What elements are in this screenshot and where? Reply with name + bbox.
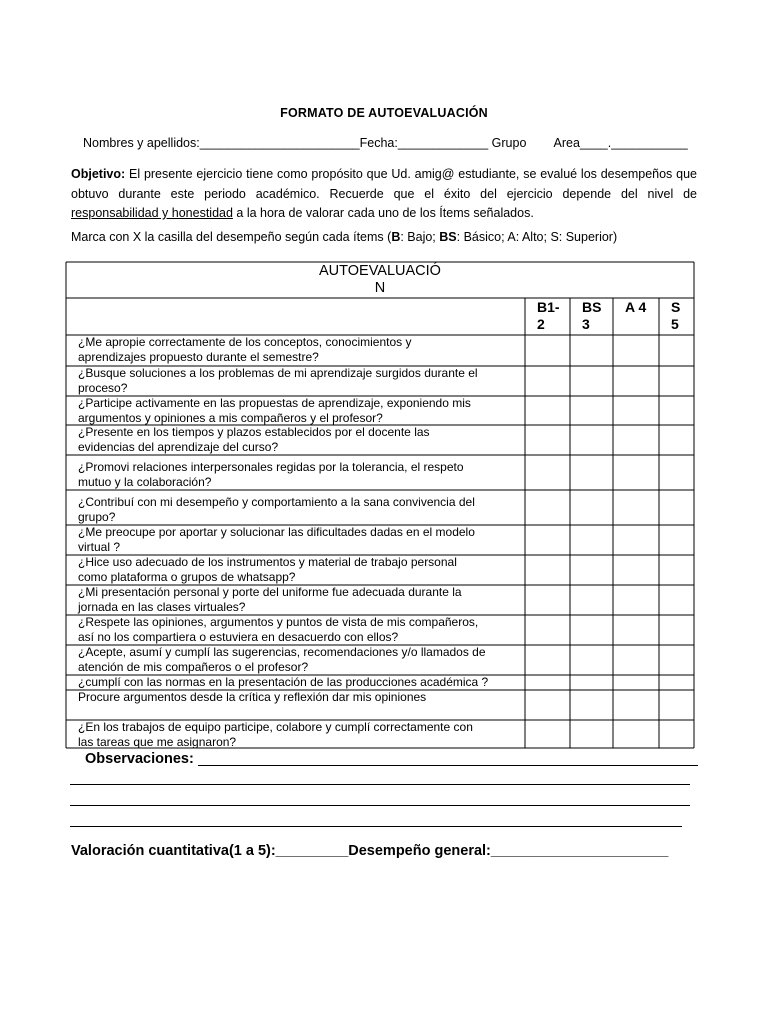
mark-cell[interactable]	[571, 426, 612, 454]
question-line1: ¿En los trabajos de equipo participe, colabore y cumplí correctamente con	[78, 720, 473, 734]
mark-cell[interactable]	[660, 646, 693, 674]
mark-cell[interactable]	[614, 426, 658, 454]
mark-cell[interactable]	[614, 456, 658, 489]
table-title-line2: N	[374, 280, 386, 296]
mark-cell[interactable]	[526, 526, 569, 554]
column-header-line1: B1-	[537, 299, 560, 315]
mark-cell[interactable]	[614, 397, 658, 424]
column-header	[671, 299, 680, 333]
mark-cell[interactable]	[614, 367, 658, 395]
mark-cell[interactable]	[571, 336, 612, 365]
column-header-line1: BS	[582, 299, 602, 315]
question-line2: así no los compartiera o estuviera en desacuerdo con ellos?	[78, 629, 399, 644]
question-line1: ¿cumplí con las normas en la presentación de las producciones académica ?	[78, 675, 489, 689]
table-row-question	[78, 720, 523, 749]
question-line2: las tareas que me asignaron?	[78, 734, 237, 749]
mark-cell[interactable]	[614, 646, 658, 674]
mark-cell[interactable]	[571, 586, 612, 614]
question-line1: ¿Promovi relaciones interpersonales regidas por la tolerancia, el respeto	[78, 460, 464, 474]
question-line2: atención de mis compañeros o el profesor?	[78, 659, 309, 674]
question-line2: mutuo y la colaboración?	[78, 474, 212, 489]
question-line1: ¿Acepte, asumí y cumplí las sugerencias, recomendaciones y/o llamados de	[78, 645, 486, 659]
mark-cell[interactable]	[660, 691, 693, 719]
mark-cell[interactable]	[660, 426, 693, 454]
table-row-question	[78, 585, 523, 614]
observaciones-line-1[interactable]	[198, 765, 698, 766]
question-line1: Procure argumentos desde la crítica y reflexión dar mis opiniones	[78, 690, 427, 704]
mark-cell[interactable]	[526, 721, 569, 747]
question-line2: aprendizajes propuesto durante el semestre?	[78, 349, 319, 364]
observaciones-line-3[interactable]	[70, 805, 690, 806]
mark-cell[interactable]	[571, 456, 612, 489]
mark-cell[interactable]	[571, 721, 612, 747]
student-info-fields[interactable]: Nombres y apellidos:_______________________Fecha:_____________ Grupo Area____.___________	[83, 136, 688, 150]
instructions-post: : Básico; A: Alto; S: Superior)	[456, 230, 618, 244]
mark-cell[interactable]	[614, 556, 658, 584]
mark-cell[interactable]	[660, 491, 693, 524]
table-row-question	[78, 425, 523, 454]
mark-cell[interactable]	[571, 646, 612, 674]
mark-cell[interactable]	[571, 691, 612, 719]
mark-cell[interactable]	[660, 586, 693, 614]
question-line1: ¿Busque soluciones a los problemas de mi aprendizaje surgidos durante el	[78, 366, 478, 380]
question-line1: ¿Me apropie correctamente de los conceptos, conocimientos y	[78, 335, 412, 349]
question-line1: ¿Mi presentación personal y porte del uniforme fue adecuada durante la	[78, 585, 462, 599]
column-header-line2: 3	[582, 316, 590, 332]
mark-cell[interactable]	[571, 397, 612, 424]
table-row-question	[78, 645, 523, 674]
column-header-line1: S	[671, 299, 681, 315]
mark-cell[interactable]	[660, 526, 693, 554]
instructions-bs-code: BS	[439, 230, 457, 244]
instructions-b-code: B	[391, 230, 401, 244]
table-row-question	[78, 690, 523, 705]
mark-cell[interactable]	[660, 367, 693, 395]
mark-cell[interactable]	[660, 336, 693, 365]
instructions-pre: Marca con X la casilla del desempeño según cada ítems (	[71, 230, 392, 244]
mark-cell[interactable]	[614, 336, 658, 365]
question-line1: ¿Hice uso adecuado de los instrumentos y material de trabajo personal	[78, 555, 457, 569]
mark-cell[interactable]	[614, 526, 658, 554]
mark-cell[interactable]	[526, 397, 569, 424]
question-line2: argumentos y opiniones a mis compañeros y el profesor?	[78, 410, 383, 425]
mark-cell[interactable]	[526, 676, 569, 689]
valoracion-line[interactable]: Valoración cuantitativa(1 a 5):_________Desempeño general:______________________	[71, 843, 669, 859]
table-row-question	[78, 525, 523, 554]
mark-cell[interactable]	[526, 367, 569, 395]
mark-cell[interactable]	[571, 676, 612, 689]
column-header	[582, 299, 601, 333]
mark-cell[interactable]	[526, 616, 569, 644]
objective-text-2: a la hora de valorar cada uno de los Ítems señalados.	[232, 206, 534, 220]
question-line2: virtual ?	[78, 539, 121, 554]
column-header-line2: 2	[537, 316, 545, 332]
table-row-question	[78, 675, 523, 690]
question-line1: ¿Presente en los tiempos y plazos establecidos por el docente las	[78, 425, 430, 439]
mark-cell[interactable]	[614, 676, 658, 689]
question-line2: grupo?	[78, 509, 116, 524]
table-row-question	[78, 335, 523, 364]
objective-text-1: El presente ejercicio tiene como propósito que Ud. amig@ estudiante, se evalué los desempeños que obtuvo durante este periodo académico. Recuerde que el éxito del ejercicio depende del nivel de	[71, 167, 697, 201]
observaciones-line-2[interactable]	[70, 784, 690, 785]
table-row-question	[78, 396, 523, 425]
objective-emphasis: responsabilidad y honestidad	[71, 206, 233, 220]
observaciones-line-4[interactable]	[70, 826, 682, 827]
mark-cell[interactable]	[526, 691, 569, 719]
mark-cell[interactable]	[571, 556, 612, 584]
table-row-question	[78, 555, 523, 584]
table-row-question	[78, 615, 523, 644]
mark-cell[interactable]	[660, 397, 693, 424]
mark-cell[interactable]	[526, 556, 569, 584]
mark-cell[interactable]	[614, 491, 658, 524]
table-row-question	[78, 495, 523, 524]
mark-cell[interactable]	[526, 646, 569, 674]
table-row-question	[78, 460, 523, 489]
column-header-line1: A 4	[625, 299, 647, 315]
page-title: FORMATO DE AUTOEVALUACIÓN	[280, 106, 488, 120]
question-line2: proceso?	[78, 380, 128, 395]
mark-cell[interactable]	[526, 586, 569, 614]
question-line2: como plataforma o grupos de whatsapp?	[78, 569, 296, 584]
mark-cell[interactable]	[526, 491, 569, 524]
table-title-line1: AUTOEVALUACIÓ	[319, 263, 441, 279]
mark-cell[interactable]	[571, 526, 612, 554]
mark-cell[interactable]	[614, 616, 658, 644]
column-header	[537, 299, 560, 333]
mark-cell[interactable]	[660, 676, 693, 689]
question-line1: ¿Participe activamente en las propuestas de aprendizaje, exponiendo mis	[78, 396, 471, 410]
mark-cell[interactable]	[660, 556, 693, 584]
mark-cell[interactable]	[526, 456, 569, 489]
question-line1: ¿Respete las opiniones, argumentos y puntos de vista de mis compañeros,	[78, 615, 479, 629]
mark-cell[interactable]	[571, 616, 612, 644]
objective-label: Objetivo:	[71, 167, 126, 181]
mark-cell[interactable]	[526, 426, 569, 454]
mark-cell[interactable]	[571, 491, 612, 524]
table-row-question	[78, 366, 523, 395]
instructions-b-text: : Bajo;	[400, 230, 440, 244]
column-header-line2: 5	[671, 316, 679, 332]
observaciones-label: Observaciones:	[85, 751, 194, 767]
question-line1: ¿Me preocupe por aportar y solucionar las dificultades dadas en el modelo	[78, 525, 475, 539]
mark-cell[interactable]	[614, 691, 658, 719]
mark-cell[interactable]	[660, 456, 693, 489]
question-line1: ¿Contribuí con mi desempeño y comportamiento a la sana convivencia del	[78, 495, 475, 509]
mark-cell[interactable]	[660, 721, 693, 747]
mark-cell[interactable]	[571, 367, 612, 395]
question-line2: jornada en las clases virtuales?	[78, 599, 246, 614]
mark-cell[interactable]	[660, 616, 693, 644]
question-line2: evidencias del aprendizaje del curso?	[78, 439, 279, 454]
column-header	[625, 299, 646, 316]
mark-cell[interactable]	[614, 721, 658, 747]
mark-cell[interactable]	[614, 586, 658, 614]
mark-cell[interactable]	[526, 336, 569, 365]
